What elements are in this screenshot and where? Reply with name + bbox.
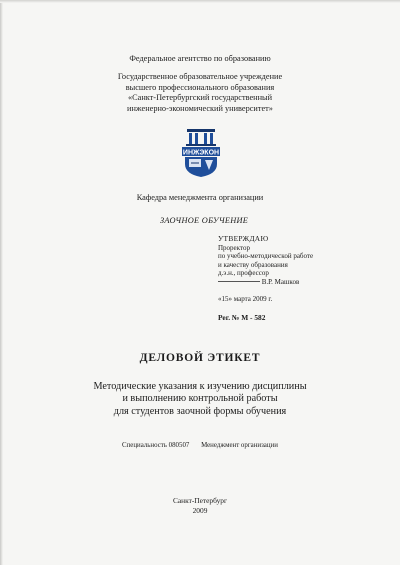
institution-line: Государственное образовательное учреждение (117, 72, 283, 81)
institution-line: инженерно-экономический университет» (127, 103, 273, 113)
signer-name: В.Р. Машков (261, 277, 300, 286)
approval-position-line: и качеству образования (218, 260, 288, 269)
approval-position-line: по учебно-методической работе (218, 252, 314, 261)
approval-heading: УТВЕРЖДАЮ (218, 234, 269, 243)
signature-line (218, 281, 260, 282)
study-form: ЗАОЧНОЕ ОБУЧЕНИЕ (160, 216, 249, 225)
approval-signer (218, 278, 313, 287)
approval-block (218, 235, 313, 323)
document-subtitle (0, 381, 400, 418)
approval-position-line: Проректор (218, 243, 250, 252)
department-name: Кафедра менеджмента организации (136, 193, 264, 202)
speciality (122, 442, 278, 449)
approval-position-line: д.э.н., профессор (218, 269, 269, 278)
speciality-name: Менеджмент организации (201, 442, 278, 449)
university-emblem-icon (181, 126, 221, 178)
subtitle-line: для студентов заочной формы обучения (113, 405, 287, 417)
year: 2009 (192, 506, 208, 515)
speciality-code: Специальность 080507 (122, 442, 190, 449)
institution-line: высшего профессионального образования (125, 82, 275, 92)
institution-name (0, 72, 400, 114)
registration-number: Рег. № М - 582 (218, 313, 266, 323)
scan-shadow-top (0, 0, 400, 3)
document-title: ДЕЛОВОЙ ЭТИКЕТ (139, 352, 261, 364)
publication-place (0, 496, 400, 516)
institution-line: «Санкт-Петербургский государственный (127, 93, 273, 102)
agency-name: Федеральное агентство по образованию (129, 54, 271, 63)
logo-text: ИНЖЭКОН (182, 149, 220, 157)
subtitle-line: и выполнению контрольной работы (122, 393, 278, 405)
approval-date: «15» марта 2009 г. (218, 294, 273, 303)
subtitle-line: Методические указания к изучению дисциплины (93, 381, 307, 392)
city: Санкт-Петербург (172, 496, 228, 505)
